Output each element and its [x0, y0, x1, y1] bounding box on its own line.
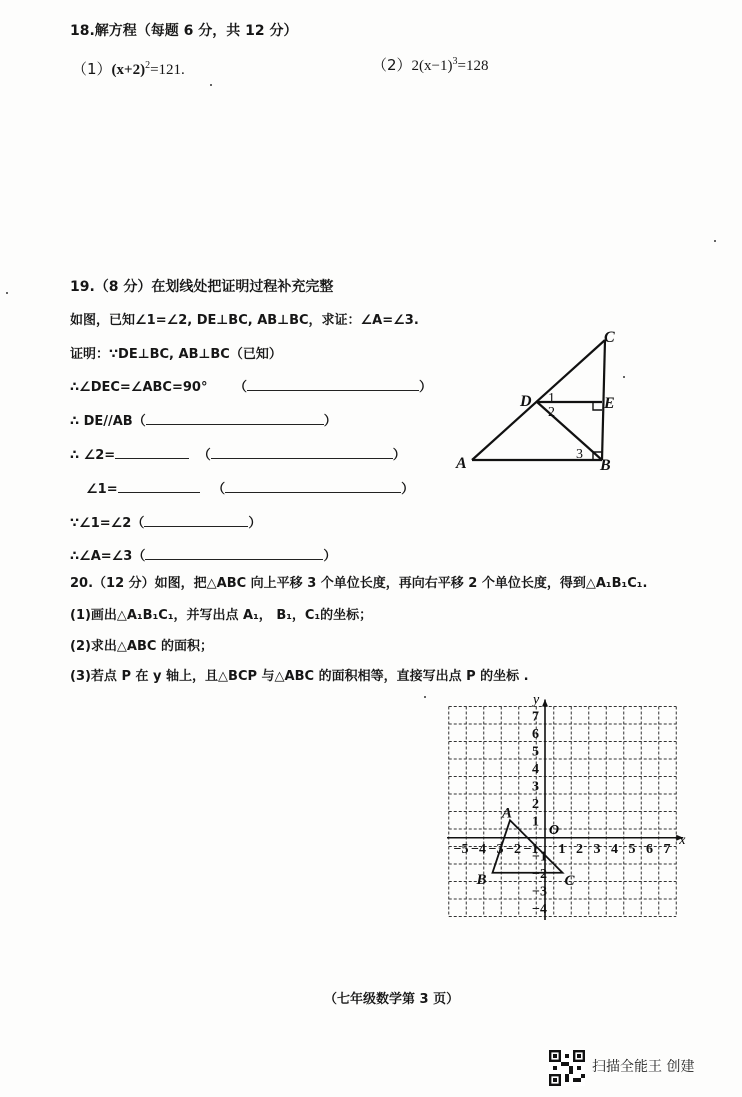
q20-coordinate-grid: [420, 690, 686, 926]
q19-proof-start: 证明：∵DE⊥BC, AB⊥BC（已知）: [70, 347, 282, 362]
q19-line5-blank[interactable]: [144, 514, 248, 527]
q19-triangle-figure: [450, 326, 630, 472]
x-tick-label: −3: [488, 841, 504, 857]
point-b-label: B: [476, 871, 487, 888]
line-db: [537, 402, 602, 460]
point-a-label: A: [502, 805, 513, 822]
x-tick-label: −2: [506, 841, 521, 857]
q18-title: 18.解方程（每题 6 分，共 12 分）: [70, 23, 298, 39]
y-tick-label: 5: [532, 744, 539, 760]
y-tick-label: 6: [532, 726, 539, 742]
page-number: （七年级数学第 3 页）: [324, 992, 460, 1007]
q19-line4-close: ）: [401, 482, 415, 497]
q20-title: 20.（12 分）如图，把△ABC 向上平移 3 个单位长度，再向右平移 2 个单位长度，得到△A₁B₁C₁.: [70, 576, 648, 591]
q18-part1-rest: =121.: [150, 62, 185, 78]
q19-line6: [70, 545, 336, 564]
q18-part1-base: (x+2): [111, 62, 146, 78]
q19-line1: [70, 376, 432, 395]
x-tick-label: −5: [453, 841, 469, 857]
y-tick-label: 2: [532, 796, 539, 812]
x-tick-label: 5: [628, 841, 636, 857]
q19-line5-close: ）: [248, 516, 262, 531]
y-axis-arrow: [542, 700, 548, 707]
q19-line3-blank2[interactable]: [211, 446, 393, 459]
x-tick-label: −4: [471, 841, 486, 857]
q18-part2: [372, 54, 488, 75]
q18-part2-base: 2(x−1): [411, 58, 453, 74]
q19-line4: [86, 478, 414, 497]
label-c: C: [604, 329, 615, 346]
y-tick-label: −3: [532, 884, 547, 900]
q19-line1-blank[interactable]: [247, 378, 419, 391]
label-e: E: [604, 395, 615, 412]
y-tick-label: −4: [532, 901, 547, 917]
origin-label: O: [549, 822, 560, 838]
label-angle-2: 2: [548, 405, 555, 420]
q19-line4-text: ∠1=: [86, 482, 118, 497]
q19-line3-blank1[interactable]: [115, 446, 189, 459]
y-tick-label: 3: [532, 779, 539, 795]
q18-part1-exp: 2: [145, 60, 151, 71]
scan-speck: [623, 376, 625, 378]
q19-line2-text: ∴ DE//AB（: [70, 414, 146, 429]
q18-part2-label: （2）: [372, 56, 412, 74]
q19-line3-close: ）: [392, 448, 406, 463]
scan-speck: [424, 696, 426, 698]
x-tick-label: 2: [576, 841, 583, 857]
label-angle-1: 1: [548, 391, 555, 406]
q19-title: 19.（8 分）在划线处把证明过程补充完整: [70, 279, 334, 295]
point-c-label: C: [564, 872, 575, 889]
label-a: A: [456, 455, 467, 472]
label-angle-3: 3: [576, 447, 583, 462]
q19-line5-text: ∵∠1=∠2（: [70, 516, 145, 531]
q18-part1: [72, 58, 185, 79]
x-tick-label: 4: [611, 841, 618, 857]
q18-part2-exp: 3: [452, 56, 458, 67]
q19-line5: [70, 512, 261, 531]
x-tick-label: 1: [558, 841, 566, 857]
y-tick-label: −1: [532, 849, 547, 865]
q19-line2: [70, 410, 337, 429]
q20-part1: (1)画出△A₁B₁C₁，并写出点 A₁， B₁，C₁的坐标；: [70, 608, 373, 623]
label-d: D: [520, 393, 532, 410]
x-tick-label: 3: [593, 841, 601, 857]
q19-line4-open: （: [212, 482, 226, 497]
scan-speck: [714, 240, 716, 242]
q20-part2: (2)求出△ABC 的面积；: [70, 639, 213, 654]
label-b: B: [600, 457, 611, 472]
q19-line2-close: ）: [323, 414, 337, 429]
scan-speck: [210, 84, 212, 86]
q19-given: 如图，已知∠1=∠2, DE⊥BC, AB⊥BC，求证：∠A=∠3.: [70, 313, 419, 328]
q19-line6-close: ）: [323, 549, 337, 564]
q19-line1-text: ∴∠DEC=∠ABC=90°: [70, 380, 208, 395]
q19-line1-open: （: [233, 380, 247, 395]
q19-line2-blank[interactable]: [146, 412, 324, 425]
y-tick-label: 1: [532, 814, 539, 830]
q19-line4-blank1[interactable]: [118, 480, 200, 493]
q18-part1-label: （1）: [72, 60, 112, 78]
q19-line6-blank[interactable]: [145, 547, 323, 560]
line-ac: [472, 340, 605, 460]
right-angle-e: [593, 402, 602, 410]
y-tick-label: 7: [532, 709, 539, 725]
y-tick-label: −2: [532, 866, 547, 882]
scan-speck: [6, 292, 8, 294]
x-tick-label: −1: [523, 841, 539, 857]
x-tick-label: 6: [646, 841, 653, 857]
q19-line1-close: ）: [419, 380, 433, 395]
q19-line4-blank2[interactable]: [225, 480, 401, 493]
x-tick-label: 7: [663, 841, 671, 857]
x-axis-label: x: [679, 832, 686, 848]
scanner-watermark: 扫描全能王 创建: [592, 1059, 695, 1075]
qr-code-icon: [549, 1050, 585, 1086]
q19-line3-open: （: [197, 448, 211, 463]
q18-part2-rest: =128: [457, 58, 489, 74]
q20-part3: (3)若点 P 在 y 轴上，且△BCP 与△ABC 的面积相等，直接写出点 P 的坐标 .: [70, 669, 529, 684]
q19-line3-text: ∴ ∠2=: [70, 448, 116, 463]
y-axis-label: y: [533, 692, 540, 708]
q19-line6-text: ∴∠A=∠3（: [70, 549, 146, 564]
x-tick-labels: [454, 842, 671, 857]
y-tick-label: 4: [532, 761, 539, 777]
q19-line3: [70, 444, 406, 463]
